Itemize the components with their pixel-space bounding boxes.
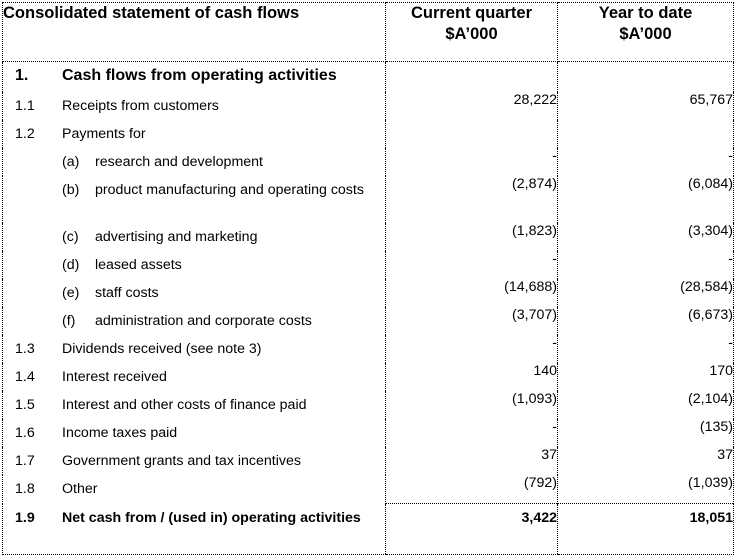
table-row: [3, 419, 734, 447]
table-row: [3, 475, 734, 504]
year-to-date-value: -: [558, 251, 734, 279]
row-ref: 1.6: [15, 425, 35, 441]
total-ref: 1.9: [15, 509, 35, 526]
current-quarter-value: (1,823): [386, 223, 558, 251]
total-row: [3, 504, 734, 555]
section-ref: 1.: [15, 67, 29, 84]
current-quarter-value: 37: [386, 447, 558, 475]
section-row: [3, 62, 734, 93]
section-ytd-cell: [558, 62, 734, 93]
current-quarter-value: -: [386, 335, 558, 363]
year-to-date-header-line1: Year to date: [598, 4, 693, 22]
row-label: research and development: [95, 154, 263, 170]
current-quarter-value: (1,093): [386, 391, 558, 419]
table-row: [3, 251, 734, 279]
year-to-date-value: -: [558, 335, 734, 363]
row-label: leased assets: [95, 257, 182, 273]
year-to-date-value: (28,584): [558, 279, 734, 307]
table-row: [3, 223, 734, 251]
row-subref: (b): [62, 182, 80, 198]
current-quarter-value: (14,688): [386, 279, 558, 307]
year-to-date-header: [558, 3, 734, 62]
year-to-date-value: (3,304): [558, 223, 734, 251]
total-year-to-date-value: 18,051: [558, 504, 734, 555]
row-label: product manufacturing and operating costs: [95, 182, 364, 198]
row-subref: (f): [62, 313, 76, 329]
current-quarter-value: (3,707): [386, 307, 558, 335]
current-quarter-value: (792): [386, 475, 558, 504]
row-subref: (c): [62, 229, 79, 245]
current-quarter-header-line2: $A’000: [445, 25, 498, 43]
row-ref: 1.7: [15, 453, 35, 469]
year-to-date-value: (6,673): [558, 307, 734, 335]
year-to-date-value: 170: [558, 363, 734, 391]
current-quarter-header: [386, 3, 558, 62]
year-to-date-value: (6,084): [558, 176, 734, 223]
current-quarter-value: (2,874): [386, 176, 558, 223]
table-row: [3, 391, 734, 419]
row-label: Receipts from customers: [62, 98, 219, 114]
year-to-date-value: -: [558, 148, 734, 176]
table-row: [3, 279, 734, 307]
cash-flow-table: [2, 2, 734, 555]
statement-title: Consolidated statement of cash flows: [3, 3, 386, 62]
section-label: Cash flows from operating activities: [62, 67, 337, 84]
row-subref: (d): [62, 257, 80, 273]
row-subref: (a): [62, 154, 80, 170]
section-current-cell: [386, 62, 558, 93]
row-label: Government grants and tax incentives: [62, 453, 301, 469]
row-subref: (e): [62, 285, 80, 301]
table-header-row: [3, 3, 734, 62]
table-row: [3, 176, 734, 223]
current-quarter-header-line1: Current quarter: [410, 4, 533, 22]
row-label: Dividends received (see note 3): [62, 341, 262, 357]
current-quarter-value: 140: [386, 363, 558, 391]
total-label: Net cash from / (used in) operating activities: [62, 509, 361, 526]
year-to-date-value: [558, 120, 734, 148]
row-label: Payments for: [62, 126, 146, 142]
current-quarter-value: 28,222: [386, 92, 558, 120]
table-row: [3, 120, 734, 148]
table-row: [3, 363, 734, 391]
row-ref: 1.4: [15, 369, 35, 385]
year-to-date-value: (135): [558, 419, 734, 447]
year-to-date-value: (2,104): [558, 391, 734, 419]
row-ref: 1.1: [15, 98, 35, 114]
row-label: administration and corporate costs: [95, 313, 312, 329]
row-label: staff costs: [95, 285, 159, 301]
table-row: [3, 447, 734, 475]
year-to-date-value: 65,767: [558, 92, 734, 120]
row-label: advertising and marketing: [95, 229, 258, 245]
row-label: Income taxes paid: [62, 425, 178, 441]
current-quarter-value: -: [386, 148, 558, 176]
table-row: [3, 92, 734, 120]
row-ref: 1.5: [15, 397, 35, 413]
table-row: [3, 148, 734, 176]
table-row: [3, 307, 734, 335]
year-to-date-header-line2: $A’000: [619, 25, 672, 43]
current-quarter-value: [386, 120, 558, 148]
section-label-cell: [3, 62, 386, 93]
year-to-date-value: 37: [558, 447, 734, 475]
row-label: Other: [62, 481, 98, 497]
table-row: [3, 335, 734, 363]
row-ref: 1.2: [15, 126, 35, 142]
total-current-quarter-value: 3,422: [386, 504, 558, 555]
cash-flow-statement: [2, 2, 733, 555]
row-ref: 1.3: [15, 341, 35, 357]
current-quarter-value: -: [386, 419, 558, 447]
row-label: Interest received: [62, 369, 167, 385]
row-ref: 1.8: [15, 481, 35, 497]
row-label: Interest and other costs of finance paid: [62, 397, 307, 413]
year-to-date-value: (1,039): [558, 475, 734, 504]
current-quarter-value: -: [386, 251, 558, 279]
